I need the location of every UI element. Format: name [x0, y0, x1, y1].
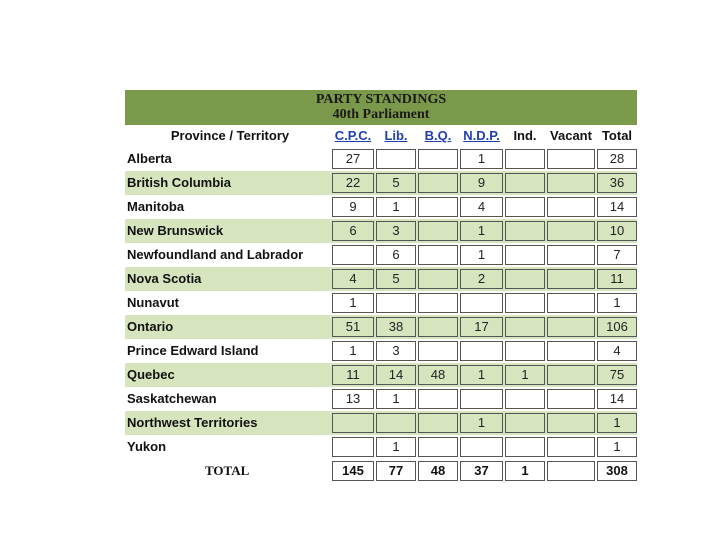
seat-cell-total: 7 [597, 245, 637, 265]
header-vacant: Vacant [550, 128, 592, 143]
seat-cell-ndp [460, 293, 503, 313]
seat-cell-ndp: 1 [460, 365, 503, 385]
seat-cell-vacant [547, 293, 595, 313]
header-lib[interactable]: Lib. [384, 128, 408, 143]
seat-cell-vacant [547, 341, 595, 361]
seat-cell-bq: 48 [418, 365, 458, 385]
total-label: TOTAL [205, 463, 250, 478]
total-cell-ind: 1 [505, 461, 545, 481]
seat-cell-vacant [547, 149, 595, 169]
seat-cell-cpc: 11 [332, 365, 374, 385]
province-name: Quebec [127, 367, 175, 382]
seat-cell-cpc: 1 [332, 341, 374, 361]
header-province: Province / Territory [170, 128, 290, 143]
seat-cell-ndp [460, 341, 503, 361]
seat-cell-total: 106 [597, 317, 637, 337]
seat-cell-total: 1 [597, 413, 637, 433]
province-name: Manitoba [127, 199, 185, 214]
seat-cell-bq [418, 245, 458, 265]
seat-cell-bq [418, 221, 458, 241]
seat-cell-ind [505, 293, 545, 313]
seat-cell-vacant [547, 245, 595, 265]
seat-cell-total: 28 [597, 149, 637, 169]
seat-cell-vacant [547, 365, 595, 385]
seat-cell-lib: 6 [376, 245, 416, 265]
seat-cell-cpc [332, 437, 374, 457]
seat-cell-vacant [547, 173, 595, 193]
province-name: Ontario [127, 319, 174, 334]
seat-cell-ind [505, 389, 545, 409]
seat-cell-lib: 1 [376, 437, 416, 457]
seat-cell-lib [376, 149, 416, 169]
table-subtitle: 40th Parliament [332, 107, 430, 122]
seat-cell-ndp: 1 [460, 221, 503, 241]
title-banner [125, 90, 637, 125]
seat-cell-cpc: 9 [332, 197, 374, 217]
seat-cell-ndp: 1 [460, 413, 503, 433]
seat-cell-vacant [547, 317, 595, 337]
seat-cell-lib [376, 413, 416, 433]
province-name: Alberta [127, 151, 172, 166]
seat-cell-total: 1 [597, 293, 637, 313]
seat-cell-bq [418, 173, 458, 193]
seat-cell-cpc: 22 [332, 173, 374, 193]
province-name: Northwest Territories [127, 415, 258, 430]
table-title: PARTY STANDINGS [315, 92, 447, 107]
seat-cell-ndp: 1 [460, 149, 503, 169]
seat-cell-ndp [460, 437, 503, 457]
province-name: Saskatchewan [127, 391, 217, 406]
seat-cell-ndp [460, 389, 503, 409]
seat-cell-cpc: 27 [332, 149, 374, 169]
seat-cell-total: 14 [597, 389, 637, 409]
seat-cell-ind [505, 437, 545, 457]
seat-cell-vacant [547, 269, 595, 289]
total-cell-lib: 77 [376, 461, 416, 481]
total-cell-vacant [547, 461, 595, 481]
seat-cell-ind [505, 341, 545, 361]
seat-cell-total: 4 [597, 341, 637, 361]
seat-cell-ndp: 9 [460, 173, 503, 193]
seat-cell-cpc: 6 [332, 221, 374, 241]
seat-cell-total: 36 [597, 173, 637, 193]
seat-cell-cpc [332, 245, 374, 265]
seat-cell-lib: 5 [376, 269, 416, 289]
total-cell-total: 308 [597, 461, 637, 481]
seat-cell-ndp: 2 [460, 269, 503, 289]
seat-cell-cpc: 4 [332, 269, 374, 289]
seat-cell-ind [505, 197, 545, 217]
seat-cell-lib: 14 [376, 365, 416, 385]
header-bq[interactable]: B.Q. [424, 128, 452, 143]
seat-cell-vacant [547, 413, 595, 433]
seat-cell-lib: 1 [376, 389, 416, 409]
seat-cell-lib: 5 [376, 173, 416, 193]
province-name: Nunavut [127, 295, 179, 310]
seat-cell-bq [418, 317, 458, 337]
total-cell-bq: 48 [418, 461, 458, 481]
seat-cell-bq [418, 293, 458, 313]
seat-cell-cpc: 1 [332, 293, 374, 313]
province-name: Prince Edward Island [127, 343, 259, 358]
province-name: Newfoundland and Labrador [127, 247, 304, 262]
seat-cell-ndp: 1 [460, 245, 503, 265]
seat-cell-lib: 3 [376, 341, 416, 361]
seat-cell-ind [505, 173, 545, 193]
seat-cell-ind [505, 221, 545, 241]
seat-cell-bq [418, 149, 458, 169]
seat-cell-cpc [332, 413, 374, 433]
seat-cell-bq [418, 197, 458, 217]
seat-cell-bq [418, 389, 458, 409]
seat-cell-cpc: 13 [332, 389, 374, 409]
seat-cell-ind [505, 317, 545, 337]
header-ndp[interactable]: N.D.P. [463, 128, 500, 143]
seat-cell-total: 14 [597, 197, 637, 217]
total-cell-cpc: 145 [332, 461, 374, 481]
seat-cell-lib [376, 293, 416, 313]
seat-cell-ind: 1 [505, 365, 545, 385]
seat-cell-ind [505, 149, 545, 169]
seat-cell-vacant [547, 197, 595, 217]
seat-cell-ind [505, 413, 545, 433]
seat-cell-bq [418, 413, 458, 433]
header-ind: Ind. [513, 128, 537, 143]
seat-cell-lib: 38 [376, 317, 416, 337]
province-name: Nova Scotia [127, 271, 202, 286]
seat-cell-cpc: 51 [332, 317, 374, 337]
seat-cell-vacant [547, 437, 595, 457]
province-name: Yukon [127, 439, 167, 454]
header-total: Total [601, 128, 633, 143]
seat-cell-total: 10 [597, 221, 637, 241]
seat-cell-bq [418, 269, 458, 289]
seat-cell-total: 75 [597, 365, 637, 385]
seat-cell-bq [418, 341, 458, 361]
total-cell-ndp: 37 [460, 461, 503, 481]
seat-cell-ndp: 17 [460, 317, 503, 337]
seat-cell-total: 11 [597, 269, 637, 289]
header-cpc[interactable]: C.P.C. [334, 128, 372, 143]
seat-cell-vacant [547, 221, 595, 241]
seat-cell-bq [418, 437, 458, 457]
province-name: New Brunswick [127, 223, 224, 238]
seat-cell-vacant [547, 389, 595, 409]
seat-cell-lib: 3 [376, 221, 416, 241]
seat-cell-lib: 1 [376, 197, 416, 217]
seat-cell-ndp: 4 [460, 197, 503, 217]
seat-cell-ind [505, 269, 545, 289]
seat-cell-ind [505, 245, 545, 265]
province-name: British Columbia [127, 175, 232, 190]
seat-cell-total: 1 [597, 437, 637, 457]
